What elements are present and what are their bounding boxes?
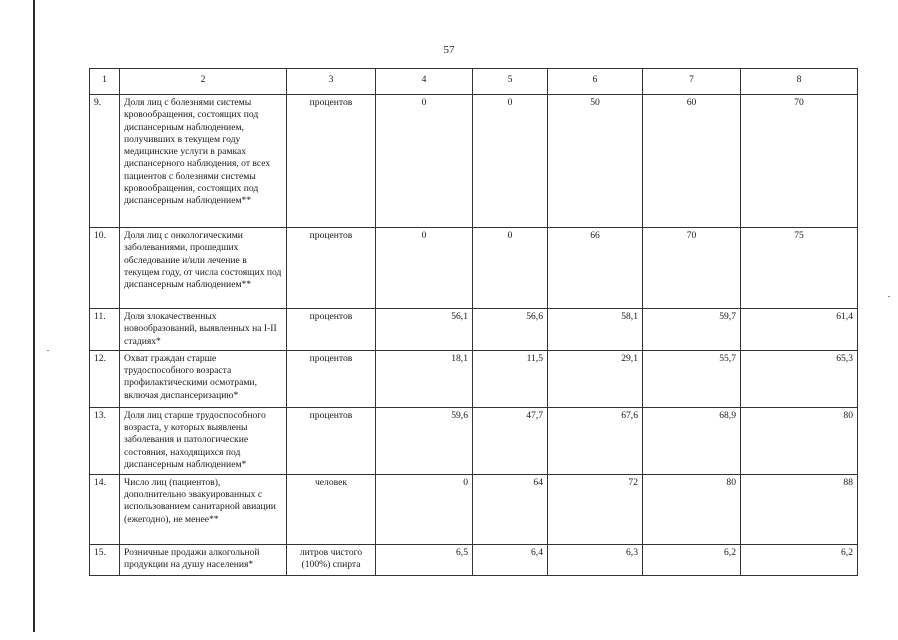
table-row xyxy=(90,228,858,309)
indicator-name: Доля злокачественных новообразований, выявленных на I-II стадиях* xyxy=(120,309,287,351)
unit-cell: процентов xyxy=(287,228,376,309)
row-number: 11. xyxy=(90,309,120,351)
indicator-name: Доля лиц старше трудоспособного возраста, у которых выявлены заболевания и патологические состояния, находящихся под диспансерным наблюдением* xyxy=(120,407,287,474)
indicators-table xyxy=(89,68,858,576)
value-col-4: 0 xyxy=(376,474,473,544)
value-col-8: 80 xyxy=(741,407,858,474)
value-col-7: 59,7 xyxy=(643,309,741,351)
unit-cell: литров чистого (100%) спирта xyxy=(287,544,376,575)
row-number: 15. xyxy=(90,544,120,575)
value-col-4: 18,1 xyxy=(376,350,473,407)
indicator-name: Доля лиц с болезнями системы кровообращения, состоящих под диспансерным наблюдением, получивших в текущем году медицинские услуги в рамках диспансерного наблюдения, от всех пациентов с болезнями системы кровообращения, состоящих под диспансерным наблюдением** xyxy=(120,95,287,228)
value-col-8: 70 xyxy=(741,95,858,228)
value-col-5: 47,7 xyxy=(473,407,548,474)
unit-cell: процентов xyxy=(287,309,376,351)
value-col-6: 67,6 xyxy=(548,407,643,474)
value-col-4: 0 xyxy=(376,228,473,309)
table-row xyxy=(90,95,858,228)
value-col-7: 6,2 xyxy=(643,544,741,575)
value-col-7: 70 xyxy=(643,228,741,309)
header-cell: 7 xyxy=(643,69,741,95)
value-col-5: 0 xyxy=(473,95,548,228)
value-col-7: 68,9 xyxy=(643,407,741,474)
table-row xyxy=(90,474,858,544)
row-number: 14. xyxy=(90,474,120,544)
unit-cell: процентов xyxy=(287,407,376,474)
indicator-name: Розничные продажи алкогольной продукции на душу населения* xyxy=(120,544,287,575)
table-row xyxy=(90,350,858,407)
row-number: 9. xyxy=(90,95,120,228)
value-col-7: 55,7 xyxy=(643,350,741,407)
header-cell: 8 xyxy=(741,69,858,95)
value-col-7: 80 xyxy=(643,474,741,544)
value-col-4: 6,5 xyxy=(376,544,473,575)
indicator-name: Число лиц (пациентов), дополнительно эвакуированных с использованием санитарной авиации (ежегодно), не менее** xyxy=(120,474,287,544)
row-number: 12. xyxy=(90,350,120,407)
indicator-name: Охват граждан старше трудоспособного возраста профилактическими осмотрами, включая диспансеризацию* xyxy=(120,350,287,407)
table-row xyxy=(90,407,858,474)
header-cell: 5 xyxy=(473,69,548,95)
header-cell: 4 xyxy=(376,69,473,95)
header-cell: 3 xyxy=(287,69,376,95)
value-col-6: 66 xyxy=(548,228,643,309)
table-row xyxy=(90,544,858,575)
scan-speck xyxy=(888,296,890,297)
value-col-8: 61,4 xyxy=(741,309,858,351)
value-col-4: 56,1 xyxy=(376,309,473,351)
value-col-6: 6,3 xyxy=(548,544,643,575)
value-col-7: 60 xyxy=(643,95,741,228)
binding-edge-line xyxy=(33,0,35,632)
table-header-row xyxy=(90,69,858,95)
indicator-name: Доля лиц с онкологическими заболеваниями, прошедших обследование и/или лечение в текущем году, от числа состоящих под диспансерным наблюдением** xyxy=(120,228,287,309)
value-col-6: 72 xyxy=(548,474,643,544)
row-number: 10. xyxy=(90,228,120,309)
value-col-4: 59,6 xyxy=(376,407,473,474)
unit-cell: человек xyxy=(287,474,376,544)
page-number: 57 xyxy=(443,44,455,56)
value-col-8: 65,3 xyxy=(741,350,858,407)
scan-speck xyxy=(47,350,49,351)
value-col-5: 0 xyxy=(473,228,548,309)
table-row xyxy=(90,309,858,351)
value-col-4: 0 xyxy=(376,95,473,228)
value-col-8: 75 xyxy=(741,228,858,309)
value-col-6: 58,1 xyxy=(548,309,643,351)
row-number: 13. xyxy=(90,407,120,474)
value-col-6: 29,1 xyxy=(548,350,643,407)
value-col-5: 6,4 xyxy=(473,544,548,575)
value-col-8: 6,2 xyxy=(741,544,858,575)
header-cell: 1 xyxy=(90,69,120,95)
header-cell: 2 xyxy=(120,69,287,95)
value-col-8: 88 xyxy=(741,474,858,544)
value-col-6: 50 xyxy=(548,95,643,228)
value-col-5: 64 xyxy=(473,474,548,544)
header-cell: 6 xyxy=(548,69,643,95)
value-col-5: 11,5 xyxy=(473,350,548,407)
unit-cell: процентов xyxy=(287,350,376,407)
unit-cell: процентов xyxy=(287,95,376,228)
value-col-5: 56,6 xyxy=(473,309,548,351)
